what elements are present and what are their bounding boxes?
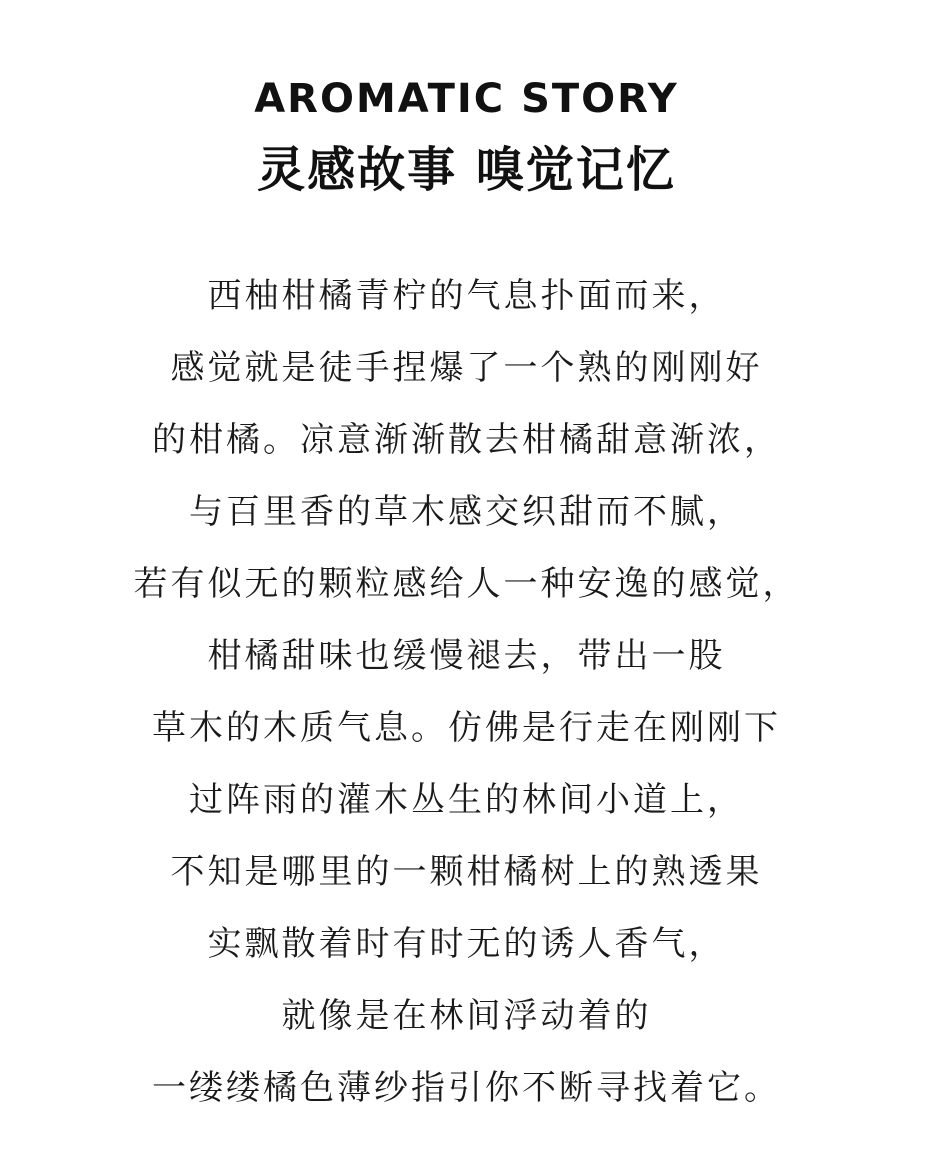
story-line: 若有似无的颗粒感给人一种安逸的感觉，: [133, 564, 800, 604]
story-line: 过阵雨的灌木丛生的林间小道上，: [189, 780, 744, 820]
story-line: 一缕缕橘色薄纱指引你不断寻找着它。: [152, 1068, 781, 1108]
story-line: 与百里香的草木感交织甜而不腻，: [189, 492, 744, 532]
story-line: 实飘散着时有时无的诱人香气，: [207, 924, 726, 964]
story-line: 柑橘甜味也缓慢褪去，带出一股: [207, 636, 726, 676]
story-line: 不知是哪里的一颗柑橘树上的熟透果: [170, 852, 763, 892]
story-line: 感觉就是徒手捏爆了一个熟的刚刚好: [170, 348, 763, 388]
title-chinese: 灵感故事 嗅觉记忆: [257, 142, 676, 198]
story-line: 就像是在林间浮动着的: [281, 996, 652, 1036]
story-text: [0, 260, 933, 1124]
story-line: 的柑橘。凉意渐渐散去柑橘甜意渐浓，: [152, 420, 781, 460]
story-line: 草木的木质气息。仿佛是行走在刚刚下: [152, 708, 781, 748]
title-english: AROMATIC STORY: [254, 76, 679, 122]
story-line: 西柚柑橘青柠的气息扑面而来，: [207, 276, 726, 316]
